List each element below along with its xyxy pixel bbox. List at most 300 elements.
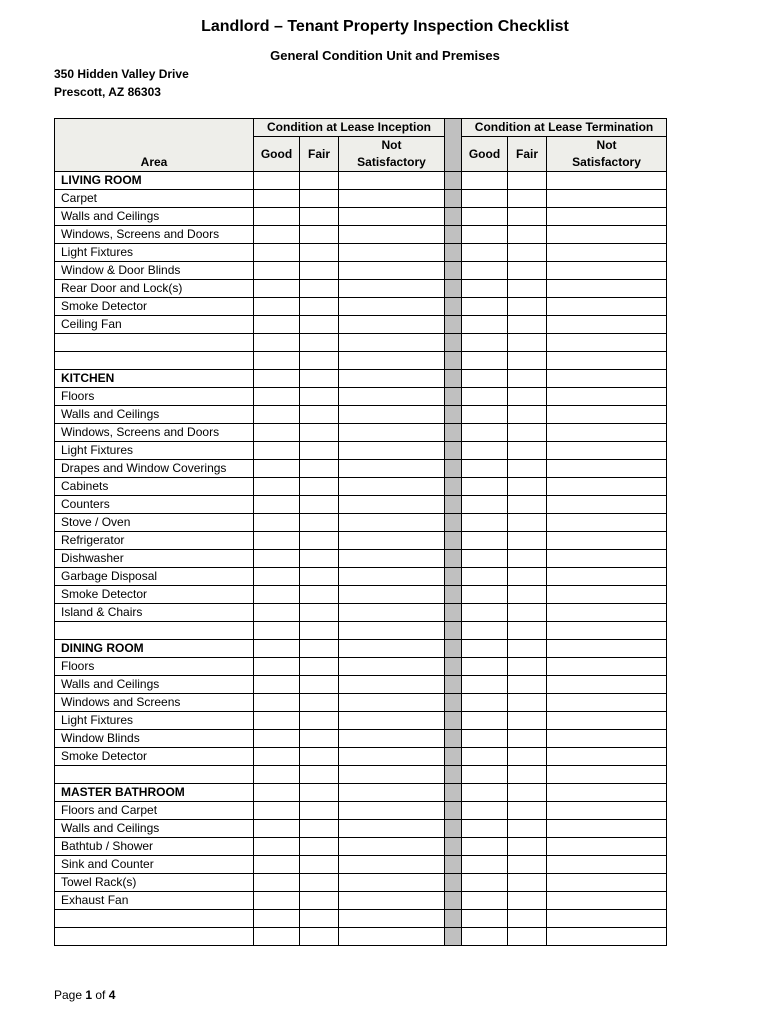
inception-not-cell[interactable] (339, 856, 445, 874)
table-row (55, 586, 667, 604)
termination-fair-cell[interactable] (508, 676, 547, 694)
inception-not-cell[interactable] (339, 244, 445, 262)
termination-good-cell[interactable] (462, 856, 508, 874)
inception-not-cell[interactable] (339, 802, 445, 820)
table-row (55, 496, 667, 514)
termination-not-cell[interactable] (547, 640, 667, 658)
inception-not-cell[interactable] (339, 172, 445, 190)
termination-fair-cell[interactable] (508, 532, 547, 550)
inception-good-cell[interactable] (254, 316, 300, 334)
termination-fair-cell[interactable] (508, 622, 547, 640)
termination-not-cell[interactable] (547, 676, 667, 694)
inception-fair-cell[interactable] (300, 874, 339, 892)
termination-fair-cell[interactable] (508, 478, 547, 496)
inception-good-cell[interactable] (254, 640, 300, 658)
termination-not-cell[interactable] (547, 892, 667, 910)
termination-satisfactory-header: Satisfactory (547, 154, 667, 172)
termination-good-cell[interactable] (462, 244, 508, 262)
inception-fair-cell[interactable] (300, 604, 339, 622)
area-label: Smoke Detector (55, 586, 254, 604)
inception-good-cell[interactable] (254, 388, 300, 406)
inception-fair-cell[interactable] (300, 442, 339, 460)
inception-fair-cell[interactable] (300, 550, 339, 568)
termination-fair-cell[interactable] (508, 856, 547, 874)
termination-not-cell[interactable] (547, 514, 667, 532)
termination-good-cell[interactable] (462, 514, 508, 532)
inception-good-cell[interactable] (254, 190, 300, 208)
termination-fair-cell[interactable] (508, 172, 547, 190)
inception-not-cell[interactable] (339, 352, 445, 370)
section-label: LIVING ROOM (55, 172, 254, 190)
inception-not-cell[interactable] (339, 622, 445, 640)
termination-not-cell[interactable] (547, 316, 667, 334)
inception-good-cell[interactable] (254, 172, 300, 190)
table-row (55, 712, 667, 730)
inception-fair-cell[interactable] (300, 226, 339, 244)
termination-good-cell[interactable] (462, 658, 508, 676)
termination-good-cell[interactable] (462, 586, 508, 604)
inception-good-cell[interactable] (254, 802, 300, 820)
termination-good-cell[interactable] (462, 838, 508, 856)
area-label: Floors (55, 388, 254, 406)
termination-not-cell[interactable] (547, 280, 667, 298)
inception-not-cell[interactable] (339, 442, 445, 460)
inception-good-cell[interactable] (254, 334, 300, 352)
inception-good-cell[interactable] (254, 208, 300, 226)
inception-good-cell[interactable] (254, 226, 300, 244)
inception-good-cell[interactable] (254, 712, 300, 730)
termination-not-cell[interactable] (547, 730, 667, 748)
inception-not-cell[interactable] (339, 658, 445, 676)
separator-cell (445, 658, 462, 676)
termination-good-cell[interactable] (462, 226, 508, 244)
termination-fair-cell[interactable] (508, 262, 547, 280)
inception-good-cell[interactable] (254, 568, 300, 586)
termination-good-cell[interactable] (462, 172, 508, 190)
termination-not-cell[interactable] (547, 334, 667, 352)
inception-good-cell[interactable] (254, 370, 300, 388)
inception-good-cell[interactable] (254, 460, 300, 478)
inception-good-cell[interactable] (254, 910, 300, 928)
termination-good-cell[interactable] (462, 712, 508, 730)
inception-good-cell[interactable] (254, 550, 300, 568)
page-current: 1 (85, 988, 93, 1002)
inception-fair-cell[interactable] (300, 712, 339, 730)
termination-good-cell[interactable] (462, 766, 508, 784)
inception-fair-cell[interactable] (300, 370, 339, 388)
termination-not-cell[interactable] (547, 802, 667, 820)
termination-not-cell[interactable] (547, 370, 667, 388)
inception-good-cell[interactable] (254, 406, 300, 424)
termination-good-cell[interactable] (462, 352, 508, 370)
inception-not-cell[interactable] (339, 892, 445, 910)
inception-good-cell[interactable] (254, 838, 300, 856)
inception-fair-cell[interactable] (300, 172, 339, 190)
termination-fair-cell[interactable] (508, 604, 547, 622)
inception-fair-cell[interactable] (300, 388, 339, 406)
area-label (55, 352, 254, 370)
termination-good-cell[interactable] (462, 820, 508, 838)
termination-good-cell[interactable] (462, 694, 508, 712)
inception-fair-cell[interactable] (300, 262, 339, 280)
separator-cell (445, 442, 462, 460)
inception-not-cell[interactable] (339, 208, 445, 226)
separator-cell (445, 640, 462, 658)
termination-fair-cell[interactable] (508, 838, 547, 856)
termination-good-cell[interactable] (462, 802, 508, 820)
termination-fair-cell[interactable] (508, 694, 547, 712)
inception-not-cell[interactable] (339, 280, 445, 298)
termination-not-cell[interactable] (547, 604, 667, 622)
termination-good-cell[interactable] (462, 568, 508, 586)
termination-not-cell[interactable] (547, 532, 667, 550)
area-label: Windows, Screens and Doors (55, 424, 254, 442)
area-label: Window & Door Blinds (55, 262, 254, 280)
inception-fair-cell[interactable] (300, 766, 339, 784)
inception-fair-cell[interactable] (300, 910, 339, 928)
termination-not-cell[interactable] (547, 496, 667, 514)
separator-cell (445, 370, 462, 388)
inception-good-cell[interactable] (254, 856, 300, 874)
termination-fair-cell[interactable] (508, 712, 547, 730)
inception-fair-cell[interactable] (300, 316, 339, 334)
termination-fair-cell[interactable] (508, 730, 547, 748)
termination-fair-header: Fair (508, 137, 547, 172)
inception-good-cell[interactable] (254, 694, 300, 712)
section-row (55, 784, 667, 802)
termination-fair-cell[interactable] (508, 766, 547, 784)
inception-fair-cell[interactable] (300, 406, 339, 424)
inception-good-cell[interactable] (254, 730, 300, 748)
inception-not-cell[interactable] (339, 820, 445, 838)
inception-good-cell[interactable] (254, 766, 300, 784)
termination-good-cell[interactable] (462, 892, 508, 910)
termination-fair-cell[interactable] (508, 928, 547, 946)
termination-not-cell[interactable] (547, 298, 667, 316)
termination-fair-cell[interactable] (508, 640, 547, 658)
termination-good-cell[interactable] (462, 496, 508, 514)
termination-not-cell[interactable] (547, 622, 667, 640)
termination-good-cell[interactable] (462, 730, 508, 748)
termination-good-cell[interactable] (462, 298, 508, 316)
inception-good-cell[interactable] (254, 298, 300, 316)
termination-not-cell[interactable] (547, 838, 667, 856)
inception-fair-cell[interactable] (300, 532, 339, 550)
inception-not-cell[interactable] (339, 712, 445, 730)
inception-fair-cell[interactable] (300, 514, 339, 532)
termination-good-cell[interactable] (462, 280, 508, 298)
termination-good-cell[interactable] (462, 910, 508, 928)
termination-good-header: Good (462, 137, 508, 172)
termination-fair-cell[interactable] (508, 424, 547, 442)
termination-good-cell[interactable] (462, 442, 508, 460)
inception-good-cell[interactable] (254, 892, 300, 910)
inception-not-cell[interactable] (339, 316, 445, 334)
termination-not-cell[interactable] (547, 928, 667, 946)
table-row (55, 514, 667, 532)
termination-good-cell[interactable] (462, 478, 508, 496)
area-label: Bathtub / Shower (55, 838, 254, 856)
termination-good-cell[interactable] (462, 874, 508, 892)
inception-not-cell[interactable] (339, 190, 445, 208)
termination-fair-cell[interactable] (508, 352, 547, 370)
inception-not-cell[interactable] (339, 262, 445, 280)
termination-not-cell[interactable] (547, 352, 667, 370)
inception-fair-cell[interactable] (300, 280, 339, 298)
inception-not-cell[interactable] (339, 748, 445, 766)
termination-good-cell[interactable] (462, 748, 508, 766)
inception-not-cell[interactable] (339, 460, 445, 478)
inception-good-cell[interactable] (254, 496, 300, 514)
termination-fair-cell[interactable] (508, 208, 547, 226)
termination-not-cell[interactable] (547, 568, 667, 586)
termination-good-cell[interactable] (462, 190, 508, 208)
inception-not-cell[interactable] (339, 910, 445, 928)
inception-fair-cell[interactable] (300, 640, 339, 658)
termination-fair-cell[interactable] (508, 280, 547, 298)
inception-fair-cell[interactable] (300, 802, 339, 820)
termination-not-cell[interactable] (547, 478, 667, 496)
inception-not-cell[interactable] (339, 694, 445, 712)
area-label: Stove / Oven (55, 514, 254, 532)
termination-fair-cell[interactable] (508, 244, 547, 262)
termination-fair-cell[interactable] (508, 334, 547, 352)
inception-not-cell[interactable] (339, 334, 445, 352)
termination-good-cell[interactable] (462, 784, 508, 802)
termination-fair-cell[interactable] (508, 910, 547, 928)
termination-not-cell[interactable] (547, 208, 667, 226)
inception-fair-cell[interactable] (300, 460, 339, 478)
inception-not-cell[interactable] (339, 874, 445, 892)
table-row (55, 460, 667, 478)
inception-fair-cell[interactable] (300, 244, 339, 262)
table-row (55, 874, 667, 892)
inception-fair-cell[interactable] (300, 622, 339, 640)
inception-fair-cell[interactable] (300, 352, 339, 370)
separator-cell (445, 406, 462, 424)
termination-fair-cell[interactable] (508, 496, 547, 514)
inception-header: Condition at Lease Inception (254, 119, 445, 137)
inception-not-cell[interactable] (339, 586, 445, 604)
termination-not-cell[interactable] (547, 424, 667, 442)
termination-not-cell[interactable] (547, 262, 667, 280)
termination-fair-cell[interactable] (508, 658, 547, 676)
termination-good-cell[interactable] (462, 406, 508, 424)
termination-good-cell[interactable] (462, 640, 508, 658)
inception-good-cell[interactable] (254, 352, 300, 370)
termination-fair-cell[interactable] (508, 316, 547, 334)
termination-good-cell[interactable] (462, 622, 508, 640)
inception-not-cell[interactable] (339, 730, 445, 748)
inception-not-cell[interactable] (339, 568, 445, 586)
inception-fair-cell[interactable] (300, 586, 339, 604)
termination-fair-cell[interactable] (508, 442, 547, 460)
inception-fair-cell[interactable] (300, 730, 339, 748)
termination-fair-cell[interactable] (508, 784, 547, 802)
termination-good-cell[interactable] (462, 550, 508, 568)
termination-not-cell[interactable] (547, 172, 667, 190)
inception-fair-cell[interactable] (300, 568, 339, 586)
termination-good-cell[interactable] (462, 370, 508, 388)
inception-not-cell[interactable] (339, 478, 445, 496)
inception-not-cell[interactable] (339, 604, 445, 622)
inception-not-cell[interactable] (339, 676, 445, 694)
inception-not-cell[interactable] (339, 424, 445, 442)
inception-fair-cell[interactable] (300, 208, 339, 226)
area-label: Towel Rack(s) (55, 874, 254, 892)
termination-fair-cell[interactable] (508, 586, 547, 604)
termination-good-cell[interactable] (462, 388, 508, 406)
termination-fair-cell[interactable] (508, 460, 547, 478)
inception-fair-cell[interactable] (300, 334, 339, 352)
termination-fair-cell[interactable] (508, 802, 547, 820)
inception-fair-cell[interactable] (300, 658, 339, 676)
termination-fair-cell[interactable] (508, 370, 547, 388)
termination-fair-cell[interactable] (508, 892, 547, 910)
termination-not-cell[interactable] (547, 784, 667, 802)
inception-not-cell[interactable] (339, 226, 445, 244)
inception-fair-cell[interactable] (300, 892, 339, 910)
termination-not-cell[interactable] (547, 244, 667, 262)
termination-not-cell[interactable] (547, 586, 667, 604)
termination-not-cell[interactable] (547, 442, 667, 460)
inception-good-cell[interactable] (254, 424, 300, 442)
area-label: Light Fixtures (55, 442, 254, 460)
termination-not-cell[interactable] (547, 856, 667, 874)
inception-fair-cell[interactable] (300, 298, 339, 316)
inception-fair-cell[interactable] (300, 190, 339, 208)
inception-good-cell[interactable] (254, 514, 300, 532)
inception-fair-cell[interactable] (300, 478, 339, 496)
separator-cell (445, 766, 462, 784)
termination-not-cell[interactable] (547, 406, 667, 424)
termination-good-cell[interactable] (462, 262, 508, 280)
inception-good-cell[interactable] (254, 928, 300, 946)
termination-not-cell[interactable] (547, 550, 667, 568)
termination-fair-cell[interactable] (508, 874, 547, 892)
termination-fair-cell[interactable] (508, 748, 547, 766)
inspection-checklist-table (54, 118, 667, 946)
inception-good-cell[interactable] (254, 442, 300, 460)
inception-good-cell[interactable] (254, 478, 300, 496)
area-label: Refrigerator (55, 532, 254, 550)
inception-good-cell[interactable] (254, 244, 300, 262)
termination-not-cell[interactable] (547, 712, 667, 730)
inception-not-cell[interactable] (339, 388, 445, 406)
table-row (55, 352, 667, 370)
area-label: Walls and Ceilings (55, 208, 254, 226)
termination-good-cell[interactable] (462, 460, 508, 478)
inception-good-cell[interactable] (254, 604, 300, 622)
termination-fair-cell[interactable] (508, 388, 547, 406)
inception-not-cell[interactable] (339, 784, 445, 802)
separator-cell (445, 586, 462, 604)
termination-not-cell[interactable] (547, 910, 667, 928)
inception-fair-cell[interactable] (300, 838, 339, 856)
termination-not-cell[interactable] (547, 820, 667, 838)
termination-good-cell[interactable] (462, 676, 508, 694)
inception-not-cell[interactable] (339, 298, 445, 316)
inception-good-cell[interactable] (254, 586, 300, 604)
inception-fair-cell[interactable] (300, 748, 339, 766)
inception-good-cell[interactable] (254, 262, 300, 280)
inception-good-cell[interactable] (254, 784, 300, 802)
termination-good-cell[interactable] (462, 532, 508, 550)
termination-good-cell[interactable] (462, 208, 508, 226)
inception-good-cell[interactable] (254, 658, 300, 676)
table-row (55, 424, 667, 442)
termination-fair-cell[interactable] (508, 190, 547, 208)
inception-good-cell[interactable] (254, 532, 300, 550)
inception-fair-cell[interactable] (300, 784, 339, 802)
termination-not-cell[interactable] (547, 874, 667, 892)
separator-cell (445, 208, 462, 226)
termination-not-cell[interactable] (547, 460, 667, 478)
inception-not-cell[interactable] (339, 514, 445, 532)
area-label: Garbage Disposal (55, 568, 254, 586)
inception-not-cell[interactable] (339, 496, 445, 514)
inception-not-cell[interactable] (339, 406, 445, 424)
termination-not-cell[interactable] (547, 388, 667, 406)
termination-fair-cell[interactable] (508, 568, 547, 586)
inception-not-cell[interactable] (339, 370, 445, 388)
inception-fair-cell[interactable] (300, 694, 339, 712)
inception-good-cell[interactable] (254, 280, 300, 298)
termination-good-cell[interactable] (462, 316, 508, 334)
inception-good-cell[interactable] (254, 874, 300, 892)
termination-fair-cell[interactable] (508, 406, 547, 424)
termination-fair-cell[interactable] (508, 226, 547, 244)
inception-good-cell[interactable] (254, 676, 300, 694)
termination-fair-cell[interactable] (508, 550, 547, 568)
termination-good-cell[interactable] (462, 334, 508, 352)
termination-not-cell[interactable] (547, 748, 667, 766)
area-label: Window Blinds (55, 730, 254, 748)
inception-fair-cell[interactable] (300, 928, 339, 946)
inception-not-cell[interactable] (339, 928, 445, 946)
checklist-rows (55, 172, 667, 946)
inception-fair-cell[interactable] (300, 820, 339, 838)
inception-good-cell[interactable] (254, 622, 300, 640)
inception-good-cell[interactable] (254, 820, 300, 838)
termination-good-cell[interactable] (462, 928, 508, 946)
inception-fair-cell[interactable] (300, 424, 339, 442)
termination-not-cell[interactable] (547, 658, 667, 676)
separator-cell (445, 802, 462, 820)
table-row (55, 442, 667, 460)
termination-not-cell[interactable] (547, 694, 667, 712)
inception-not-cell[interactable] (339, 838, 445, 856)
inception-not-cell[interactable] (339, 532, 445, 550)
inception-fair-cell[interactable] (300, 496, 339, 514)
inception-fair-cell[interactable] (300, 856, 339, 874)
termination-good-cell[interactable] (462, 604, 508, 622)
termination-good-cell[interactable] (462, 424, 508, 442)
inception-not-cell[interactable] (339, 766, 445, 784)
separator-cell (445, 910, 462, 928)
inception-good-cell[interactable] (254, 748, 300, 766)
inception-fair-cell[interactable] (300, 676, 339, 694)
termination-fair-cell[interactable] (508, 298, 547, 316)
inception-not-cell[interactable] (339, 640, 445, 658)
inception-not-cell[interactable] (339, 550, 445, 568)
termination-not-cell[interactable] (547, 190, 667, 208)
area-label: Drapes and Window Coverings (55, 460, 254, 478)
termination-fair-cell[interactable] (508, 514, 547, 532)
termination-not-cell[interactable] (547, 766, 667, 784)
termination-not-cell[interactable] (547, 226, 667, 244)
termination-fair-cell[interactable] (508, 820, 547, 838)
